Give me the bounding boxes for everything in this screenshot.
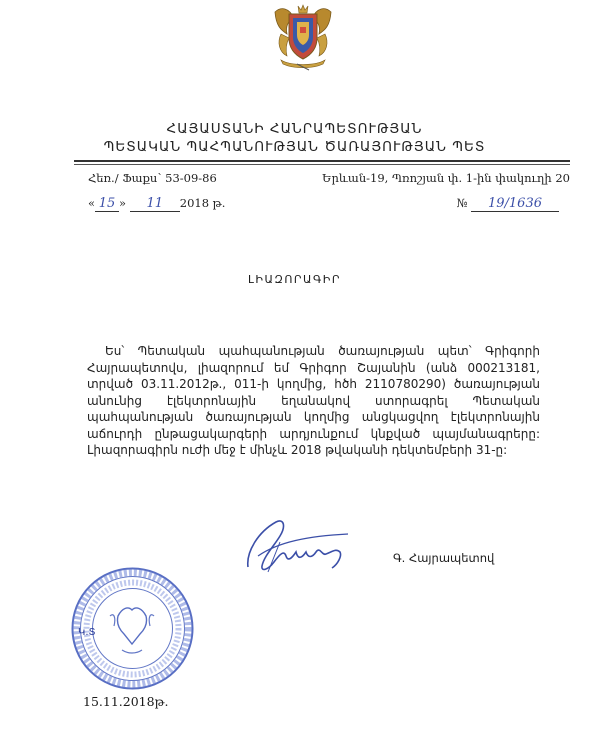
dateline [88,196,225,212]
header-divider-thin [74,164,570,165]
signer-name: Գ. Հայրապետով [393,551,495,565]
address: Երևան-19, Պռոշյան փ. 1-ին փակուղի 20 [322,171,570,185]
document-body [87,343,540,459]
footer-date: 15.11.2018թ. [83,694,169,709]
document-number [456,196,559,212]
phone-fax: Հեռ./ Ֆաքս՝ 53-09-86 [88,171,217,185]
date-open-quote: « [88,196,96,210]
document-title: ԼԻԱԶՈՐԱԳԻՐ [247,273,341,286]
org-name-line-1: ՀԱՅԱՍՏԱՆԻ ՀԱՆՐԱՊԵՏՈՒԹՅԱՆ [166,121,423,137]
coat-of-arms-emblem [267,4,339,72]
document-body-text: Ես՝ Պետական պահպանության ծառայության պետ՝ Գրիգորի Հայրապետովս, լիազորում եմ Գրիգոր Շայանին (անձ 000213181, տրված 03.11.2012թ., 011-ի կողմից, հծհ 2110780290) ծառայության անունից էլեկտրոնային եղանակով ստորագրել Պետական պահպանության ծառայության կողմից անցկացվող էլեկտրոնային աճուրդի ընթացակարգերի արդյունքում կնքված պայմանագրերը: Լիազորագիրն ուժի մեջ է մինչև 2018 թվականի դեկտեմբերի 31-ը: [87,344,540,457]
date-month: 11 [130,196,180,212]
seal-place-mark: Կ.Տ [78,627,96,638]
number-value: 19/1636 [471,196,559,212]
date-day: 15 [95,196,119,212]
org-name-line-2: ՊԵՏԱԿԱՆ ՊԱՀՊԱՆՈՒԹՅԱՆ ԾԱՌԱՅՈՒԹՅԱՆ ՊԵՏ [103,139,486,155]
date-year: 2018 թ. [179,196,226,210]
header-divider-thick [74,160,570,162]
handwritten-signature [228,512,368,582]
date-close-quote: » [119,196,127,210]
number-prefix: № [456,196,468,210]
